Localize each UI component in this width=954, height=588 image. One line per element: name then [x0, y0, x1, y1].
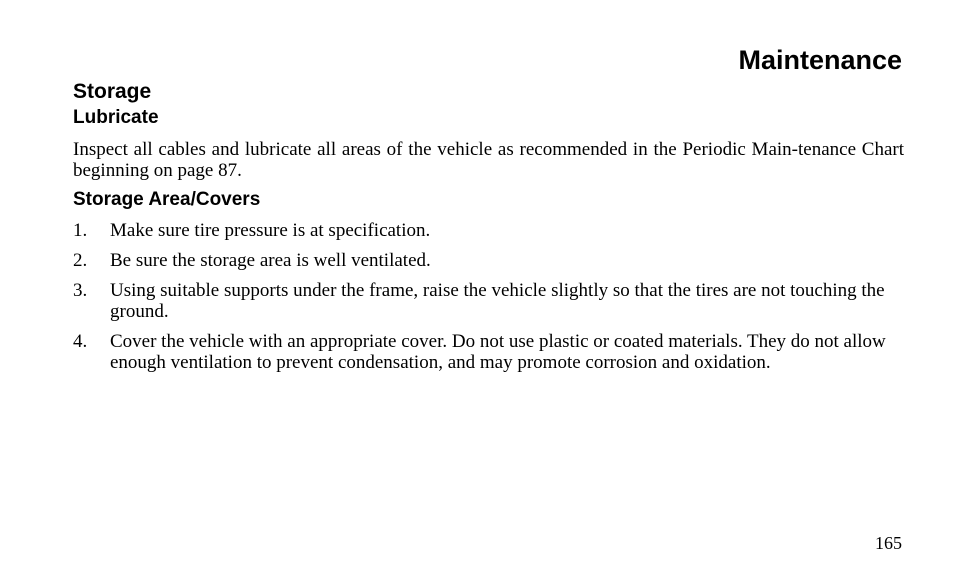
list-item: [73, 331, 904, 373]
list-item: [73, 220, 904, 241]
step-number: 3.: [73, 280, 88, 301]
step-number: 2.: [73, 250, 88, 271]
page-number: 165: [875, 533, 902, 553]
lubricate-paragraph: Inspect all cables and lubricate all areas of the vehicle as recommended in the Periodic Main-tenance Chart beginning on page 87.: [73, 139, 904, 181]
section-heading-storage: Storage: [73, 80, 152, 103]
step-number: 1.: [73, 220, 88, 241]
chapter-title: Maintenance: [738, 45, 902, 75]
storage-steps-list: [73, 220, 904, 373]
page-content: [73, 79, 904, 382]
list-item: [73, 250, 904, 271]
step-text: Make sure tire pressure is at specification.: [110, 220, 431, 241]
subheading-storage-area-covers: Storage Area/Covers: [73, 189, 261, 210]
list-item: [73, 280, 904, 322]
step-text: Cover the vehicle with an appropriate cover. Do not use plastic or coated materials. They do not allow enough ventilation to prevent condensation, and may promote corrosion and oxidation.: [110, 331, 886, 373]
step-number: 4.: [73, 331, 88, 352]
step-text: Be sure the storage area is well ventilated.: [110, 250, 431, 271]
subheading-lubricate: Lubricate: [73, 107, 159, 128]
step-text: Using suitable supports under the frame, raise the vehicle slightly so that the tires are not touching the ground.: [110, 280, 885, 322]
